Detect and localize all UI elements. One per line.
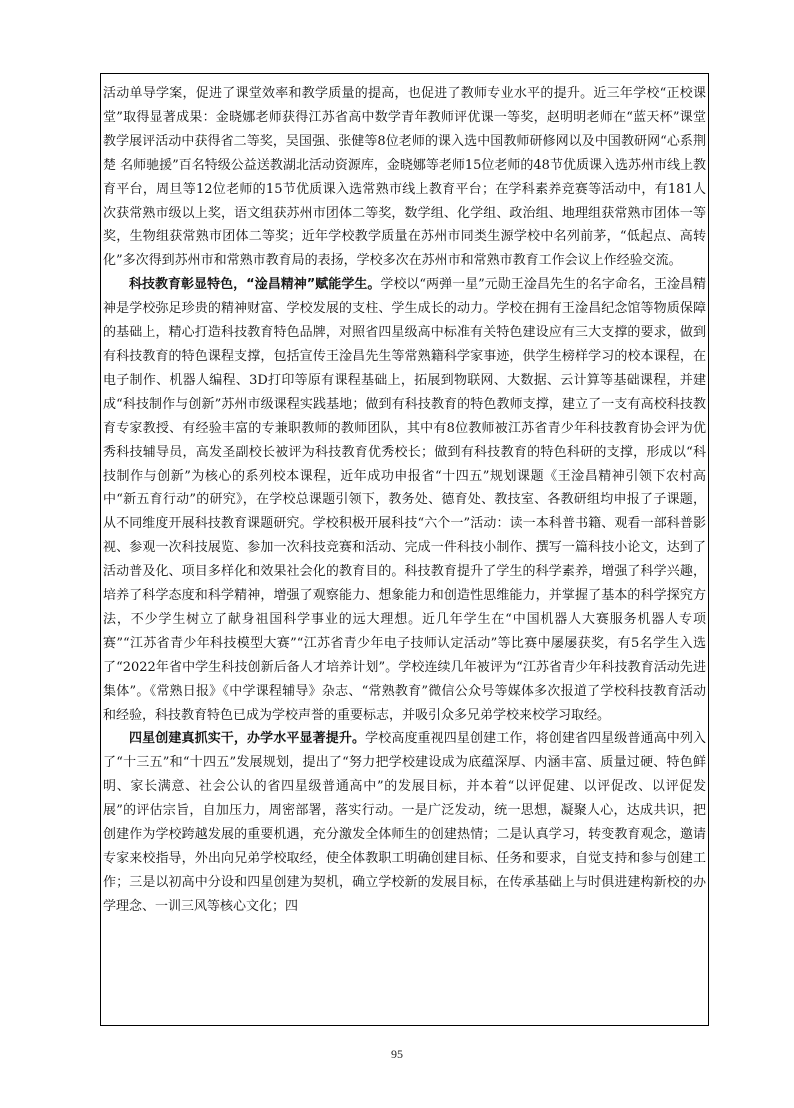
paragraph-body: 活动单导学案，促进了课堂效率和教学质量的提高，也促进了教师专业水平的提升。近三年学校“正校课堂”取得显著成果：金晓娜老师获得江苏省高中数学青年教师评优课一等奖，赵明明老师在“蓝天杯”课堂教学展评活动中获得省二等奖，吴国强、张健等8位老师的课入选中国教师研修网以及中国教研网“心系荆楚 名师驰援”百名特级公益送教湖北活动资源库，金晓娜等老师15位老师的48节优质课入选苏州市线上教育平台，周旦等12位老师的15节优质课入选常熟市线上教育平台；在学科素养竞赛等活动中，有181人次获常熟市级以上奖，语文组获苏州市团体二等奖，数学组、化学组、政治组、地理组获常熟市团体一等奖，生物组获常熟市团体二等奖；近年学校教学质量在苏州市同类生源学校中名列前茅，“低起点、高转化”多次得到苏州市和常熟市教育局的表扬，学校多次在苏州市和常熟市教育工作会议上作经验交流。 [103,86,706,269]
paragraph-teaching-results [103,82,706,273]
paragraph-heading: 科技教育彰显特色，“淦昌精神”赋能学生。 [129,277,381,293]
document-frame [100,73,709,1026]
paragraph-tech-education [103,273,706,727]
paragraph-body: 学校高度重视四星创建工作，将创建省四星级普通高中列入了“十三五”和“十四五”发展规划，提出了“努力把学校建设成为底蕴深厚、内涵丰富、质量过硬、特色鲜明、家长满意、社会公认的省四星级普通高中”的发展目标，并本着“以评促建、以评促改、以评促发展”的评估宗旨，自加压力，周密部署，落实行动。一是广泛发动，统一思想，凝聚人心，达成共识，把创建作为学校跨越发展的重要机遇，充分激发全体师生的创建热情；二是认真学习，转变教育观念，邀请专家来校指导，外出向兄弟学校取经，使全体教职工明确创建目标、任务和要求，自觉支持和参与创建工作；三是以初高中分设和四星创建为契机，确立学校新的发展目标，在传承基础上与时俱进建构新校的办学理念、一训三风等核心文化；四 [103,731,706,914]
page-number: 95 [391,1047,403,1061]
paragraph-heading: 四星创建真抓实干，办学水平显著提升。 [129,731,366,747]
paragraph-body: 学校以“两弹一星”元勋王淦昌先生的名字命名，王淦昌精神是学校弥足珍贵的精神财富、学校发展的支柱、学生成长的动力。学校在拥有王淦昌纪念馆等物质保障的基础上，精心打造科技教育特色品牌，对照省四星级高中标准有关特色建设应有三大支撑的要求，做到有科技教育的特色课程支撑，包括宣传王淦昌先生等常熟籍科学家事迹，供学生榜样学习的校本课程，在电子制作、机器人编程、3D打印等原有课程基础上，拓展到物联网、大数据、云计算等基础课程，并建成“科技制作与创新”苏州市级课程实践基地；做到有科技教育的特色教师支撑，建立了一支有高校科技教育专家教授、有经验丰富的专兼职教师的教师团队，其中有8位教师被江苏省青少年科技教育协会评为优秀科技辅导员，高发圣副校长被评为科技教育优秀校长；做到有科技教育的特色科研的支撑，形成以“科技制作与创新”为核心的系列校本课程，近年成功申报省“十四五”规划课题《王淦昌精神引领下农村高中“新五育行动”的研究》，在学校总课题引领下，教务处、德育处、教技室、各教研组均申报了子课题，从不同维度开展科技教育课题研究。学校积极开展科技“六个一”活动：读一本科普书籍、观看一部科普影视、参观一次科技展览、参加一次科技竞赛和活动、完成一件科技小制作、撰写一篇科技小论文，达到了活动普及化、项目多样化和效果社会化的教育目的。科技教育提升了学生的科学素养，增强了科学兴趣，培养了科学态度和科学精神，增强了观察能力、想象能力和创造性思维能力，并掌握了基本的科学探究方法，不少学生树立了献身祖国科学事业的远大理想。近几年学生在“中国机器人大赛服务机器人专项赛”“江苏省青少年科技模型大赛”“江苏省青少年电子技师认定活动”等比赛中屡屡获奖，有5名学生入选了“2022年省中学生科技创新后备人才培养计划”。学校连续几年被评为“江苏省青少年科技教育活动先进集体”。《常熟日报》《中学课程辅导》杂志、“常熟教育”微信公众号等媒体多次报道了学校科技教育活动和经验，科技教育特色已成为学校声誉的重要标志，并吸引众多兄弟学校来校学习取经。 [103,277,706,723]
paragraph-four-star-creation [103,727,706,918]
